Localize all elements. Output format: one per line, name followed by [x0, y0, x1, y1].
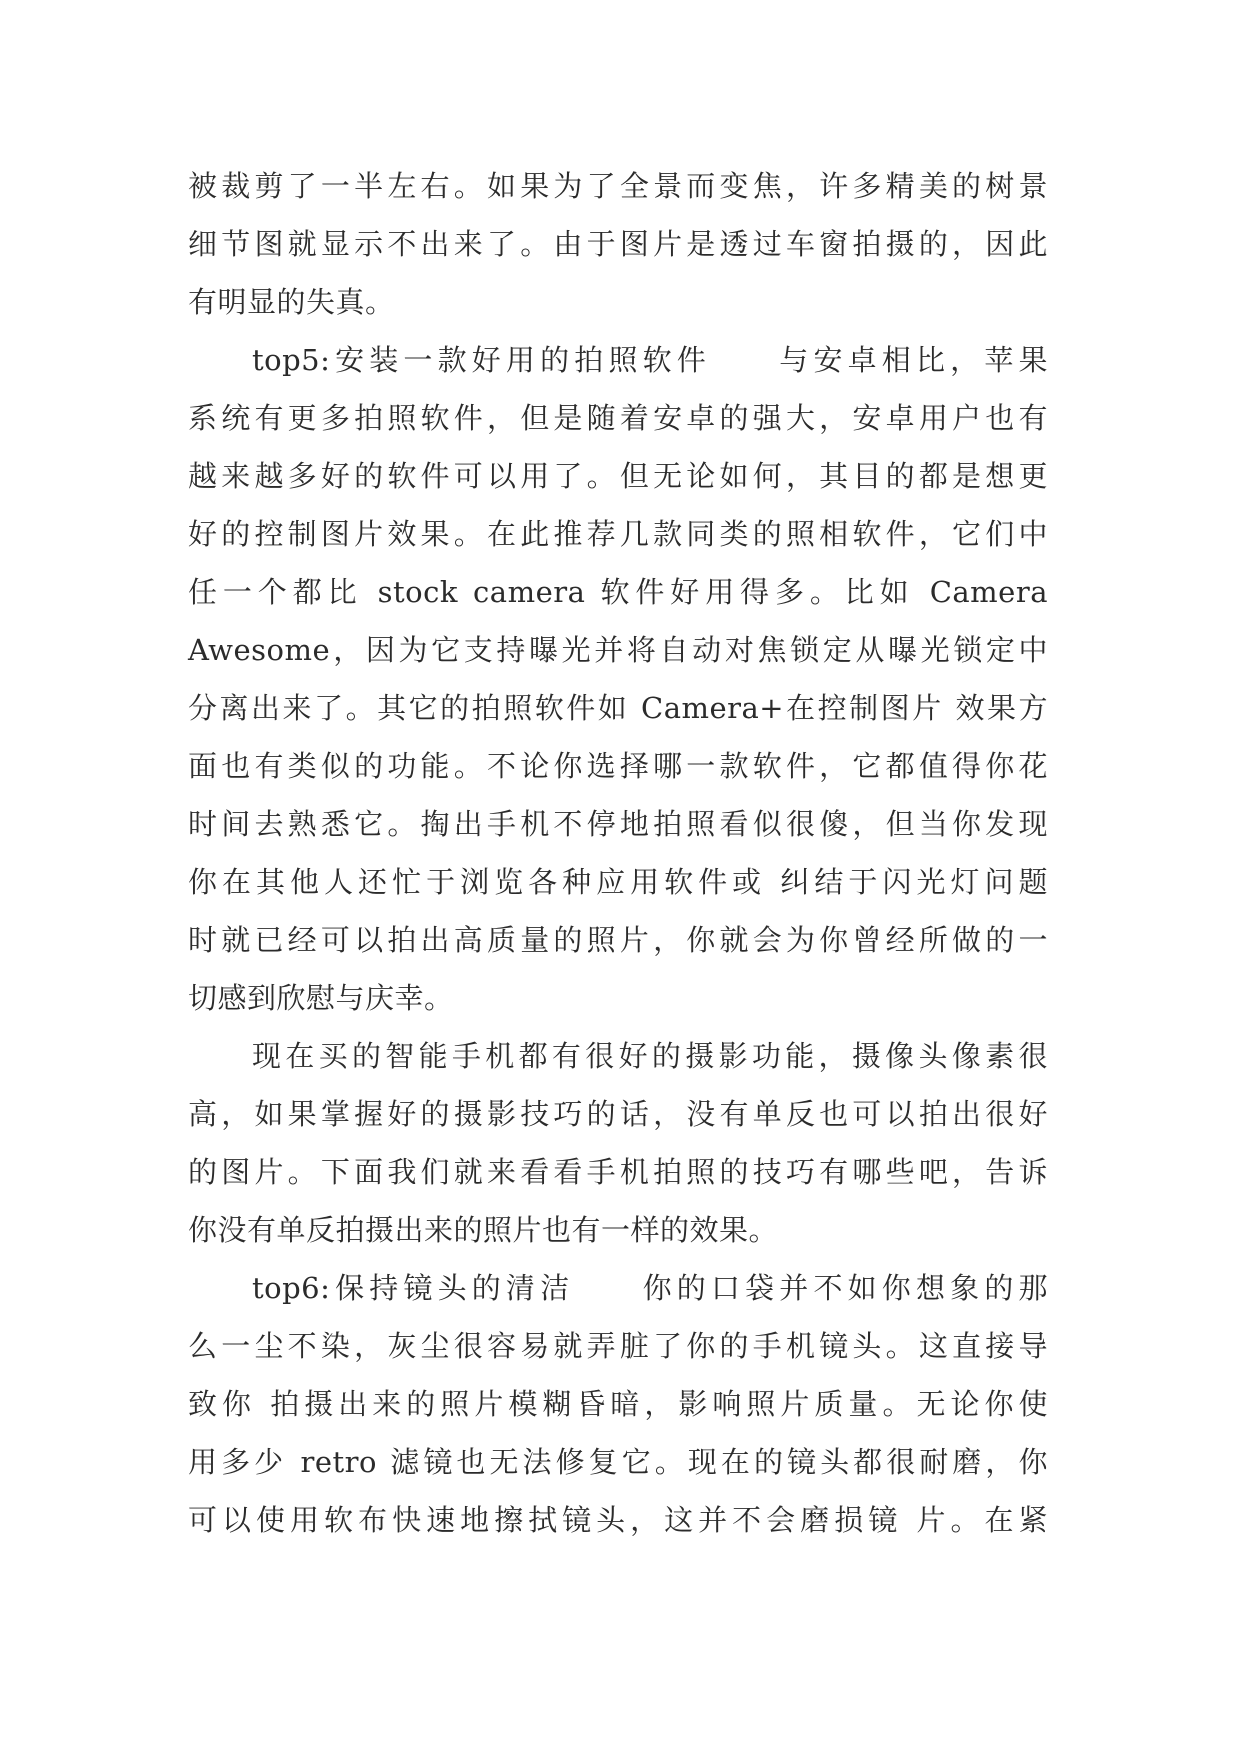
paragraph-start-line: top5:安装一款好用的拍照软件 与安卓相比，苹果: [252, 343, 1048, 377]
text-line: 么一尘不染，灰尘很容易就弄脏了你的手机镜头。这直接导: [188, 1329, 1048, 1363]
text-line: 的图片。下面我们就来看看手机拍照的技巧有哪些吧，告诉: [188, 1155, 1048, 1189]
text-line: 高，如果掌握好的摄影技巧的话，没有单反也可以拍出很好: [188, 1097, 1048, 1131]
text-line: 你没有单反拍摄出来的照片也有一样的效果。: [188, 1213, 779, 1247]
text-line: 任一个都比 stock camera 软件好用得多。比如 Camera: [188, 575, 1048, 609]
text-line: 细节图就显示不出来了。由于图片是透过车窗拍摄的，因此: [188, 227, 1048, 261]
text-line: Awesome，因为它支持曝光并将自动对焦锁定从曝光锁定中: [188, 633, 1048, 667]
text-line: 用多少 retro 滤镜也无法修复它。现在的镜头都很耐磨，你: [188, 1445, 1048, 1479]
text-line: 被裁剪了一半左右。如果为了全景而变焦，许多精美的树景: [188, 169, 1048, 203]
text-line: 系统有更多拍照软件，但是随着安卓的强大，安卓用户也有: [188, 401, 1048, 435]
text-line: 切感到欣慰与庆幸。: [188, 981, 454, 1015]
text-line: 好的控制图片效果。在此推荐几款同类的照相软件，它们中: [188, 517, 1048, 551]
text-line: 你在其他人还忙于浏览各种应用软件或 纠结于闪光灯问题: [188, 865, 1048, 899]
text-line: 时间去熟悉它。掏出手机不停地拍照看似很傻，但当你发现: [188, 807, 1048, 841]
text-line: 致你 拍摄出来的照片模糊昏暗，影响照片质量。无论你使: [188, 1387, 1048, 1421]
text-line: 面也有类似的功能。不论你选择哪一款软件，它都值得你花: [188, 749, 1048, 783]
text-line: 分离出来了。其它的拍照软件如 Camera+在控制图片 效果方: [188, 691, 1048, 725]
text-line: 越来越多好的软件可以用了。但无论如何，其目的都是想更: [188, 459, 1048, 493]
paragraph-start-line: 现在买的智能手机都有很好的摄影功能，摄像头像素很: [252, 1039, 1048, 1073]
text-line: 可以使用软布快速地擦拭镜头，这并不会磨损镜 片。在紧: [188, 1503, 1048, 1537]
document-body: [188, 157, 1048, 1549]
paragraph-start-line: top6:保持镜头的清洁 你的口袋并不如你想象的那: [252, 1271, 1048, 1305]
text-line: 有明显的失真。: [188, 285, 395, 319]
text-line: 时就已经可以拍出高质量的照片，你就会为你曾经所做的一: [188, 923, 1048, 957]
